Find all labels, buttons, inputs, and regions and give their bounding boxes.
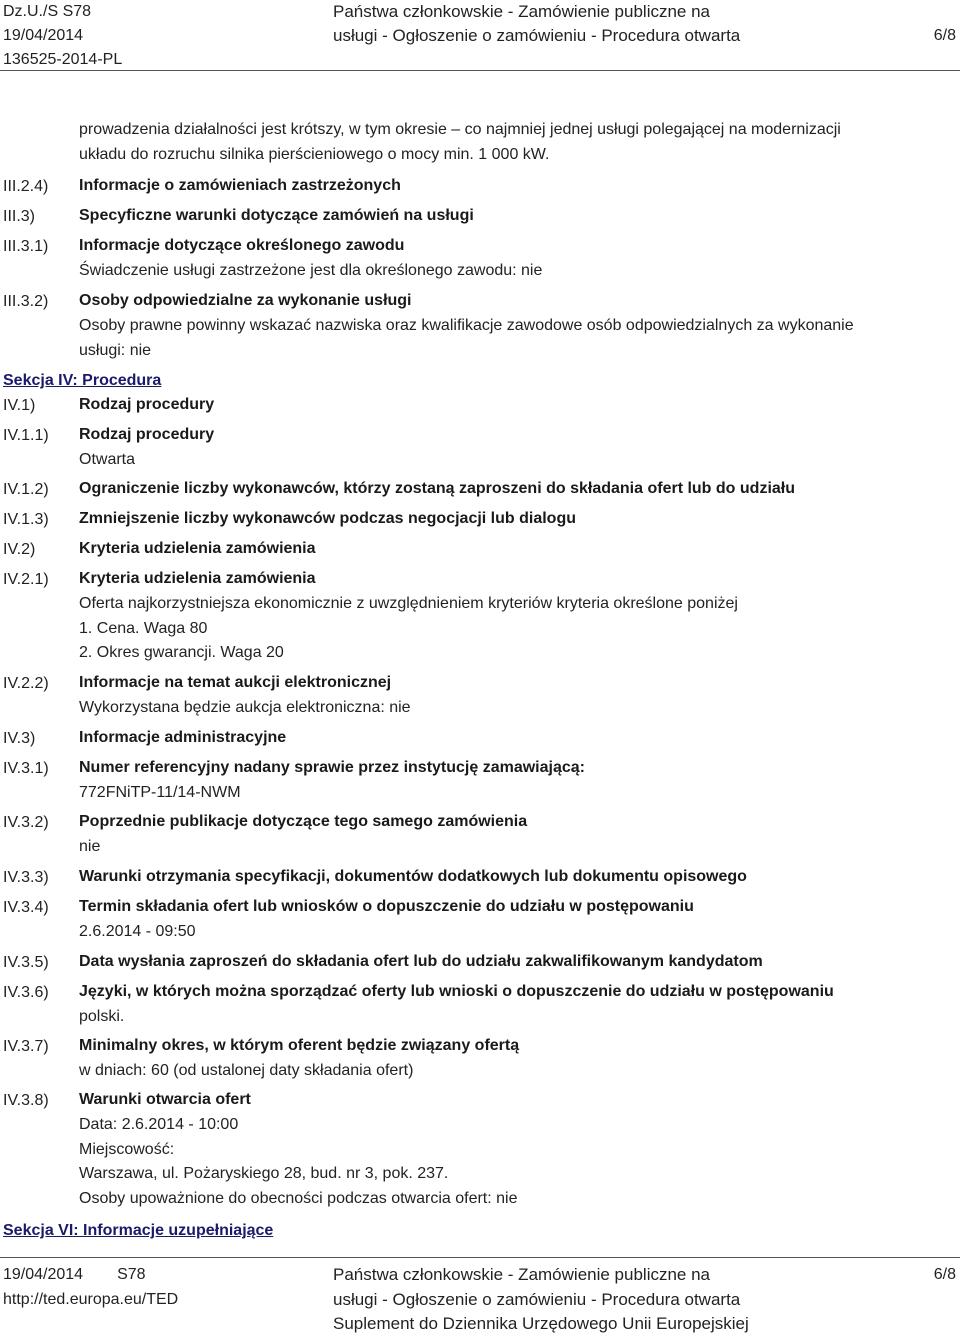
- item-number: IV.1.2): [3, 481, 49, 498]
- item-number: IV.3.5): [3, 954, 49, 971]
- item-text: Osoby upoważnione do obecności podczas otwarcia ofert: nie: [79, 1190, 518, 1208]
- item-heading: Termin składania ofert lub wniosków o dopuszczenie do udziału w postępowaniu: [79, 898, 694, 915]
- item-number: IV.1.3): [3, 511, 49, 528]
- notice-id: 136525-2014-PL: [3, 51, 123, 68]
- item-heading: Osoby odpowiedzialne za wykonanie usługi: [79, 292, 412, 309]
- item-heading: Warunki otrzymania specyfikacji, dokumentów dodatkowych lub dokumentu opisowego: [79, 868, 747, 885]
- item-text: w dniach: 60 (od ustalonej daty składania ofert): [79, 1061, 414, 1079]
- header-title: [333, 0, 740, 48]
- item-heading: Ograniczenie liczby wykonawców, którzy zostaną zaproszeni do składania ofert lub do udziału: [79, 480, 795, 497]
- item-number: IV.1.1): [3, 427, 49, 444]
- item-text: usługi: nie: [79, 341, 152, 359]
- item-heading: Poprzednie publikacje dotyczące tego samego zamówienia: [79, 813, 528, 830]
- item-text: 2.6.2014 - 09:50: [79, 922, 196, 940]
- footer-series: S78: [117, 1266, 146, 1283]
- item-heading: Informacje dotyczące określonego zawodu: [79, 237, 405, 254]
- item-heading: Warunki otwarcia ofert: [79, 1091, 251, 1108]
- item-heading: Informacje na temat aukcji elektronicznej: [79, 674, 392, 691]
- item-heading: Rodzaj procedury: [79, 426, 215, 443]
- footer-title-line3: Suplement do Dziennika Urzędowego Unii Europejskiej: [333, 1314, 749, 1333]
- item-number: IV.3.7): [3, 1038, 49, 1055]
- item-text: polski.: [79, 1007, 125, 1025]
- section-vi-heading: Sekcja VI: Informacje uzupełniające: [3, 1222, 274, 1239]
- item-text: 2. Okres gwarancji. Waga 20: [79, 644, 284, 662]
- item-heading: Specyficzne warunki dotyczące zamówień na usługi: [79, 207, 474, 224]
- item-number: IV.3.4): [3, 899, 49, 916]
- item-heading: Data wysłania zaproszeń do składania ofert lub do udziału zakwalifikowanym kandydatom: [79, 953, 763, 970]
- item-text: Wykorzystana będzie aukcja elektroniczna: nie: [79, 698, 411, 716]
- item-heading: Numer referencyjny nadany sprawie przez instytucję zamawiającą:: [79, 759, 585, 776]
- item-text: Świadczenie usługi zastrzeżone jest dla określonego zawodu: nie: [79, 261, 543, 279]
- item-text: Data: 2.6.2014 - 10:00: [79, 1115, 239, 1133]
- item-number: III.3.1): [3, 238, 49, 255]
- item-number: III.2.4): [3, 178, 49, 195]
- item-heading: Informacje o zamówieniach zastrzeżonych: [79, 177, 401, 194]
- footer-divider: [0, 1257, 960, 1258]
- item-text: Oferta najkorzystniejsza ekonomicznie z uwzględnieniem kryteriów kryteria określone poniżej: [79, 594, 738, 612]
- header-meta: [3, 0, 122, 72]
- journal-reference: Dz.U./S S78: [3, 3, 92, 20]
- item-number: III.3.2): [3, 293, 49, 310]
- item-text: Osoby prawne powinny wskazać nazwiska oraz kwalifikacje zawodowe osób odpowiedzialnych za wykonanie: [79, 316, 854, 334]
- footer-title-line1: Państwa członkowskie - Zamówienie publiczne na: [333, 1265, 711, 1284]
- header-title-line1: Państwa członkowskie - Zamówienie publiczne na: [333, 2, 711, 21]
- item-number: IV.1): [3, 397, 36, 414]
- footer-page-number: 6/8: [933, 1266, 956, 1283]
- section-iv-heading: Sekcja IV: Procedura: [3, 372, 162, 389]
- item-text: 772FNiTP-11/14-NWM: [79, 783, 241, 801]
- item-number: III.3): [3, 208, 36, 225]
- item-heading: Minimalny okres, w którym oferent będzie związany ofertą: [79, 1037, 520, 1054]
- item-number: IV.3.8): [3, 1092, 49, 1109]
- intro-line: układu do rozruchu silnika pierścieniowego o mocy min. 1 000 kW.: [79, 145, 550, 163]
- item-text: 1. Cena. Waga 80: [79, 619, 208, 637]
- header-divider: [0, 70, 960, 71]
- intro-line: prowadzenia działalności jest krótszy, w tym okresie – co najmniej jednej usługi polegającej na modernizacji: [79, 121, 841, 138]
- footer-title-line2: usługi - Ogłoszenie o zamówieniu - Procedura otwarta: [333, 1289, 741, 1309]
- item-heading: Rodzaj procedury: [79, 396, 215, 413]
- footer-title: [333, 1263, 749, 1337]
- header-title-line2: usługi - Ogłoszenie o zamówieniu - Procedura otwarta: [333, 26, 741, 45]
- item-number: IV.2.1): [3, 571, 49, 588]
- item-number: IV.3.1): [3, 760, 49, 777]
- item-number: IV.2.2): [3, 675, 49, 692]
- item-heading: Zmniejszenie liczby wykonawców podczas negocjacji lub dialogu: [79, 510, 576, 527]
- footer-url[interactable]: http://ted.europa.eu/TED: [3, 1290, 179, 1308]
- item-number: IV.3.3): [3, 869, 49, 886]
- footer-date: 19/04/2014: [3, 1266, 84, 1283]
- item-text: nie: [79, 837, 101, 855]
- item-heading: Kryteria udzielenia zamówienia: [79, 540, 316, 557]
- item-number: IV.3): [3, 730, 36, 747]
- item-heading: Języki, w których można sporządzać oferty lub wnioski o dopuszczenie do udziału w postępowaniu: [79, 983, 834, 1000]
- item-number: IV.3.6): [3, 984, 49, 1001]
- footer-meta: [3, 1263, 178, 1312]
- item-text: Otwarta: [79, 450, 136, 468]
- item-text: Miejscowość:: [79, 1140, 175, 1158]
- item-number: IV.3.2): [3, 814, 49, 831]
- header-page-number: 6/8: [933, 27, 956, 44]
- item-number: IV.2): [3, 541, 36, 558]
- header-date: 19/04/2014: [3, 27, 84, 44]
- item-heading: Kryteria udzielenia zamówienia: [79, 570, 316, 587]
- item-heading: Informacje administracyjne: [79, 729, 287, 746]
- item-text: Warszawa, ul. Pożaryskiego 28, bud. nr 3, pok. 237.: [79, 1165, 449, 1183]
